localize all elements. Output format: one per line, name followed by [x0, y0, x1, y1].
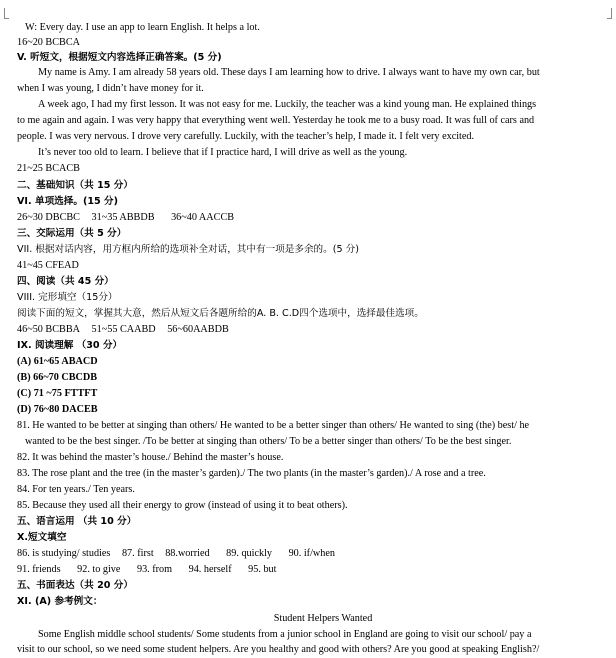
- answer-key: 26~30 DBCBC: [17, 212, 80, 223]
- answer-line: wanted to be the best singer. /To be better at singing than others/ To be a better singer than others/ To be the best singer.: [25, 436, 512, 447]
- part-heading: 四、阅读（共 45 分）: [17, 276, 114, 287]
- section-heading: V. 听短文，根据短文内容选择正确答案。(5 分): [17, 52, 222, 63]
- section-heading: VII. 根据对话内容，用方框内所给的选项补全对话，其中有一项是多余的。(5 分): [17, 244, 359, 255]
- answer-line: 82. It was behind the master’s house./ Behind the master’s house.: [17, 452, 284, 463]
- instruction-line: 阅读下面的短文，掌握其大意，然后从短文后各题所给的A. B. C.D四个选项中，选择最佳选项。: [17, 308, 424, 319]
- part-heading: 五、书面表达（共 20 分）: [17, 580, 133, 591]
- answer-item: 89. quickly: [226, 548, 273, 559]
- section-heading: IX. 阅读理解 （30 分）: [17, 340, 123, 351]
- part-heading: 五、语言运用 （共 10 分）: [17, 516, 137, 527]
- answer-row: [17, 546, 610, 561]
- answer-line: 85. Because they used all their energy to grow (instead of using it to beat others).: [17, 500, 348, 511]
- answer-key: (D) 76~80 DACEB: [17, 404, 98, 415]
- passage-line: when I was young, I didn’t have money for it.: [17, 83, 204, 94]
- answer-item: 92. to give: [77, 564, 121, 575]
- answer-key: 51~55 CAABD: [91, 324, 156, 335]
- passage-line: A week ago, I had my first lesson. It was not easy for me. Luckily, the teacher was a kind young man. He explained things: [38, 99, 537, 110]
- answer-key: 36~40 AACCB: [171, 212, 235, 223]
- answer-item: 87. first: [121, 548, 154, 559]
- answer-item: 90. if/when: [288, 548, 335, 559]
- answer-item: 93. from: [136, 564, 173, 575]
- passage-line: It’s never too old to learn. I believe that if I practice hard, I will drive as well as the young.: [38, 147, 408, 158]
- answer-key: 21~25 BCACB: [17, 163, 80, 174]
- section-heading: VIII. 完形填空（15分）: [17, 292, 118, 303]
- essay-line: visit to our school, so we need some student helpers. Are you healthy and good with others? Are you good at speaking English?/: [17, 644, 540, 655]
- section-heading: XI. (A) 参考例文：: [17, 596, 103, 607]
- answer-key: (A) 61~65 ABACD: [17, 356, 98, 367]
- passage-line: people. I was very nervous. I drove very carefully. Luckily, with the teacher’s help, I made it. I felt very excited.: [17, 131, 475, 142]
- answer-key-row: [17, 322, 610, 337]
- answer-item: 94. herself: [188, 564, 232, 575]
- answer-line: 84. For ten years./ Ten years.: [17, 484, 135, 495]
- answer-key: (B) 66~70 CBCDB: [17, 372, 98, 383]
- answer-row: [17, 562, 610, 577]
- answer-key: 56~60AABDB: [167, 324, 229, 335]
- corner-mark-right: [607, 8, 612, 19]
- answer-key: 16~20 BCBCA: [17, 37, 80, 48]
- part-heading: 二、基础知识（共 15 分）: [17, 180, 133, 191]
- answer-key: 41~45 CFEAD: [17, 260, 79, 271]
- part-heading: 三、交际运用（共 5 分）: [17, 228, 127, 239]
- answer-item: 91. friends: [17, 564, 61, 575]
- passage-line: My name is Amy. I am already 58 years old. These days I am learning how to drive. I always want to have my own car, but: [38, 67, 540, 78]
- section-heading: VI. 单项选择。(15 分): [17, 196, 119, 207]
- answer-key: 31~35 ABBDB: [91, 212, 155, 223]
- section-heading: X.短文填空: [17, 532, 67, 543]
- corner-mark-left: [4, 8, 9, 19]
- answer-key: (C) 71 ~75 FTTFT: [17, 388, 98, 399]
- answer-key: 46~50 BCBBA: [17, 324, 80, 335]
- dialogue-line: W: Every day. I use an app to learn English. It helps a lot.: [25, 22, 260, 33]
- answer-key-row: [17, 210, 610, 225]
- passage-line: to me again and again. I was very happy that everything went well. Yesterday he took me to a busy road. It was full of cars and: [17, 115, 535, 126]
- answer-item: 88.worried: [165, 548, 210, 559]
- answer-line: 81. He wanted to be better at singing than others/ He wanted to be a better singer than others/ He wanted to sing (the) best/ he: [17, 420, 530, 431]
- answer-line: 83. The rose plant and the tree (in the master’s garden)./ The two plants (in the master’s garden)./ A rose and a tree.: [17, 468, 486, 479]
- answer-item: 86. is studying/ studies: [17, 548, 111, 559]
- essay-title: Student Helpers Wanted: [273, 613, 373, 624]
- answer-item: 95. but: [248, 564, 277, 575]
- essay-line: Some English middle school students/ Some students from a junior school in England are going to visit our school/ pay a: [38, 629, 532, 640]
